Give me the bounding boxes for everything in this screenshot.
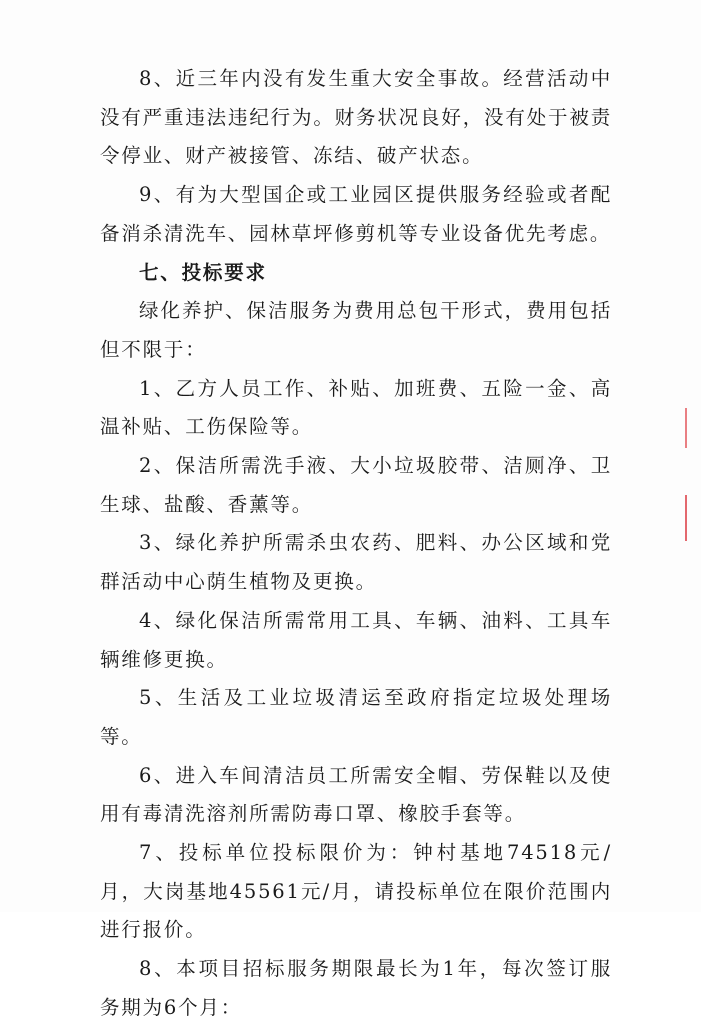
seal-edge-mark-bottom — [685, 495, 701, 541]
paragraph-fee-intro: 绿化养护、保洁服务为费用总包干形式，费用包括但不限于： — [100, 299, 612, 361]
paragraph-fee-item-3: 3、绿化养护所需杀虫农药、肥料、办公区域和党群活动中心荫生植物及更换。 — [100, 531, 612, 594]
paragraph-fee-item-1: 1、乙方人员工作、补贴、加班费、五险一金、高温补贴、工伤保险等。 — [100, 376, 612, 439]
paragraph-fee-item-2: 2、保洁所需洗手液、大小垃圾胶带、洁厕净、卫生球、盐酸、香薰等。 — [100, 454, 612, 516]
paragraph-qualification-8: 8、近三年内没有发生重大安全事故。经营活动中没有严重违法违纪行为。财务状况良好，没有处于被责令停业、财产被接管、冻结、破产状态。 — [100, 67, 612, 168]
paragraph-qualification-9: 9、有为大型国企或工业园区提供服务经验或者配备消杀清洗车、园林草坪修剪机等专业设备优先考虑。 — [100, 183, 612, 245]
paragraph-fee-item-6: 6、进入车间清洁员工所需安全帽、劳保鞋以及使用有毒清洗溶剂所需防毒口罩、橡胶手套等。 — [100, 763, 612, 826]
paragraph-fee-item-4: 4、绿化保洁所需常用工具、车辆、油料、工具车辆维修更换。 — [100, 608, 612, 671]
paragraph-service-term: 8、本项目招标服务期限最长为1年，每次签订服务期为6个月： — [100, 957, 612, 1019]
paragraph-price-limit: 7、投标单位投标限价为：钟村基地74518元/月，大岗基地45561元/月，请投标单位在限价范围内进行报价。 — [100, 841, 612, 942]
document-body — [100, 60, 612, 1028]
section-heading-bid-requirements: 七、投标要求 — [139, 260, 267, 284]
paragraph-fee-item-5: 5、生活及工业垃圾清运至政府指定垃圾处理场等。 — [100, 686, 612, 748]
seal-edge-mark-top — [685, 408, 701, 448]
